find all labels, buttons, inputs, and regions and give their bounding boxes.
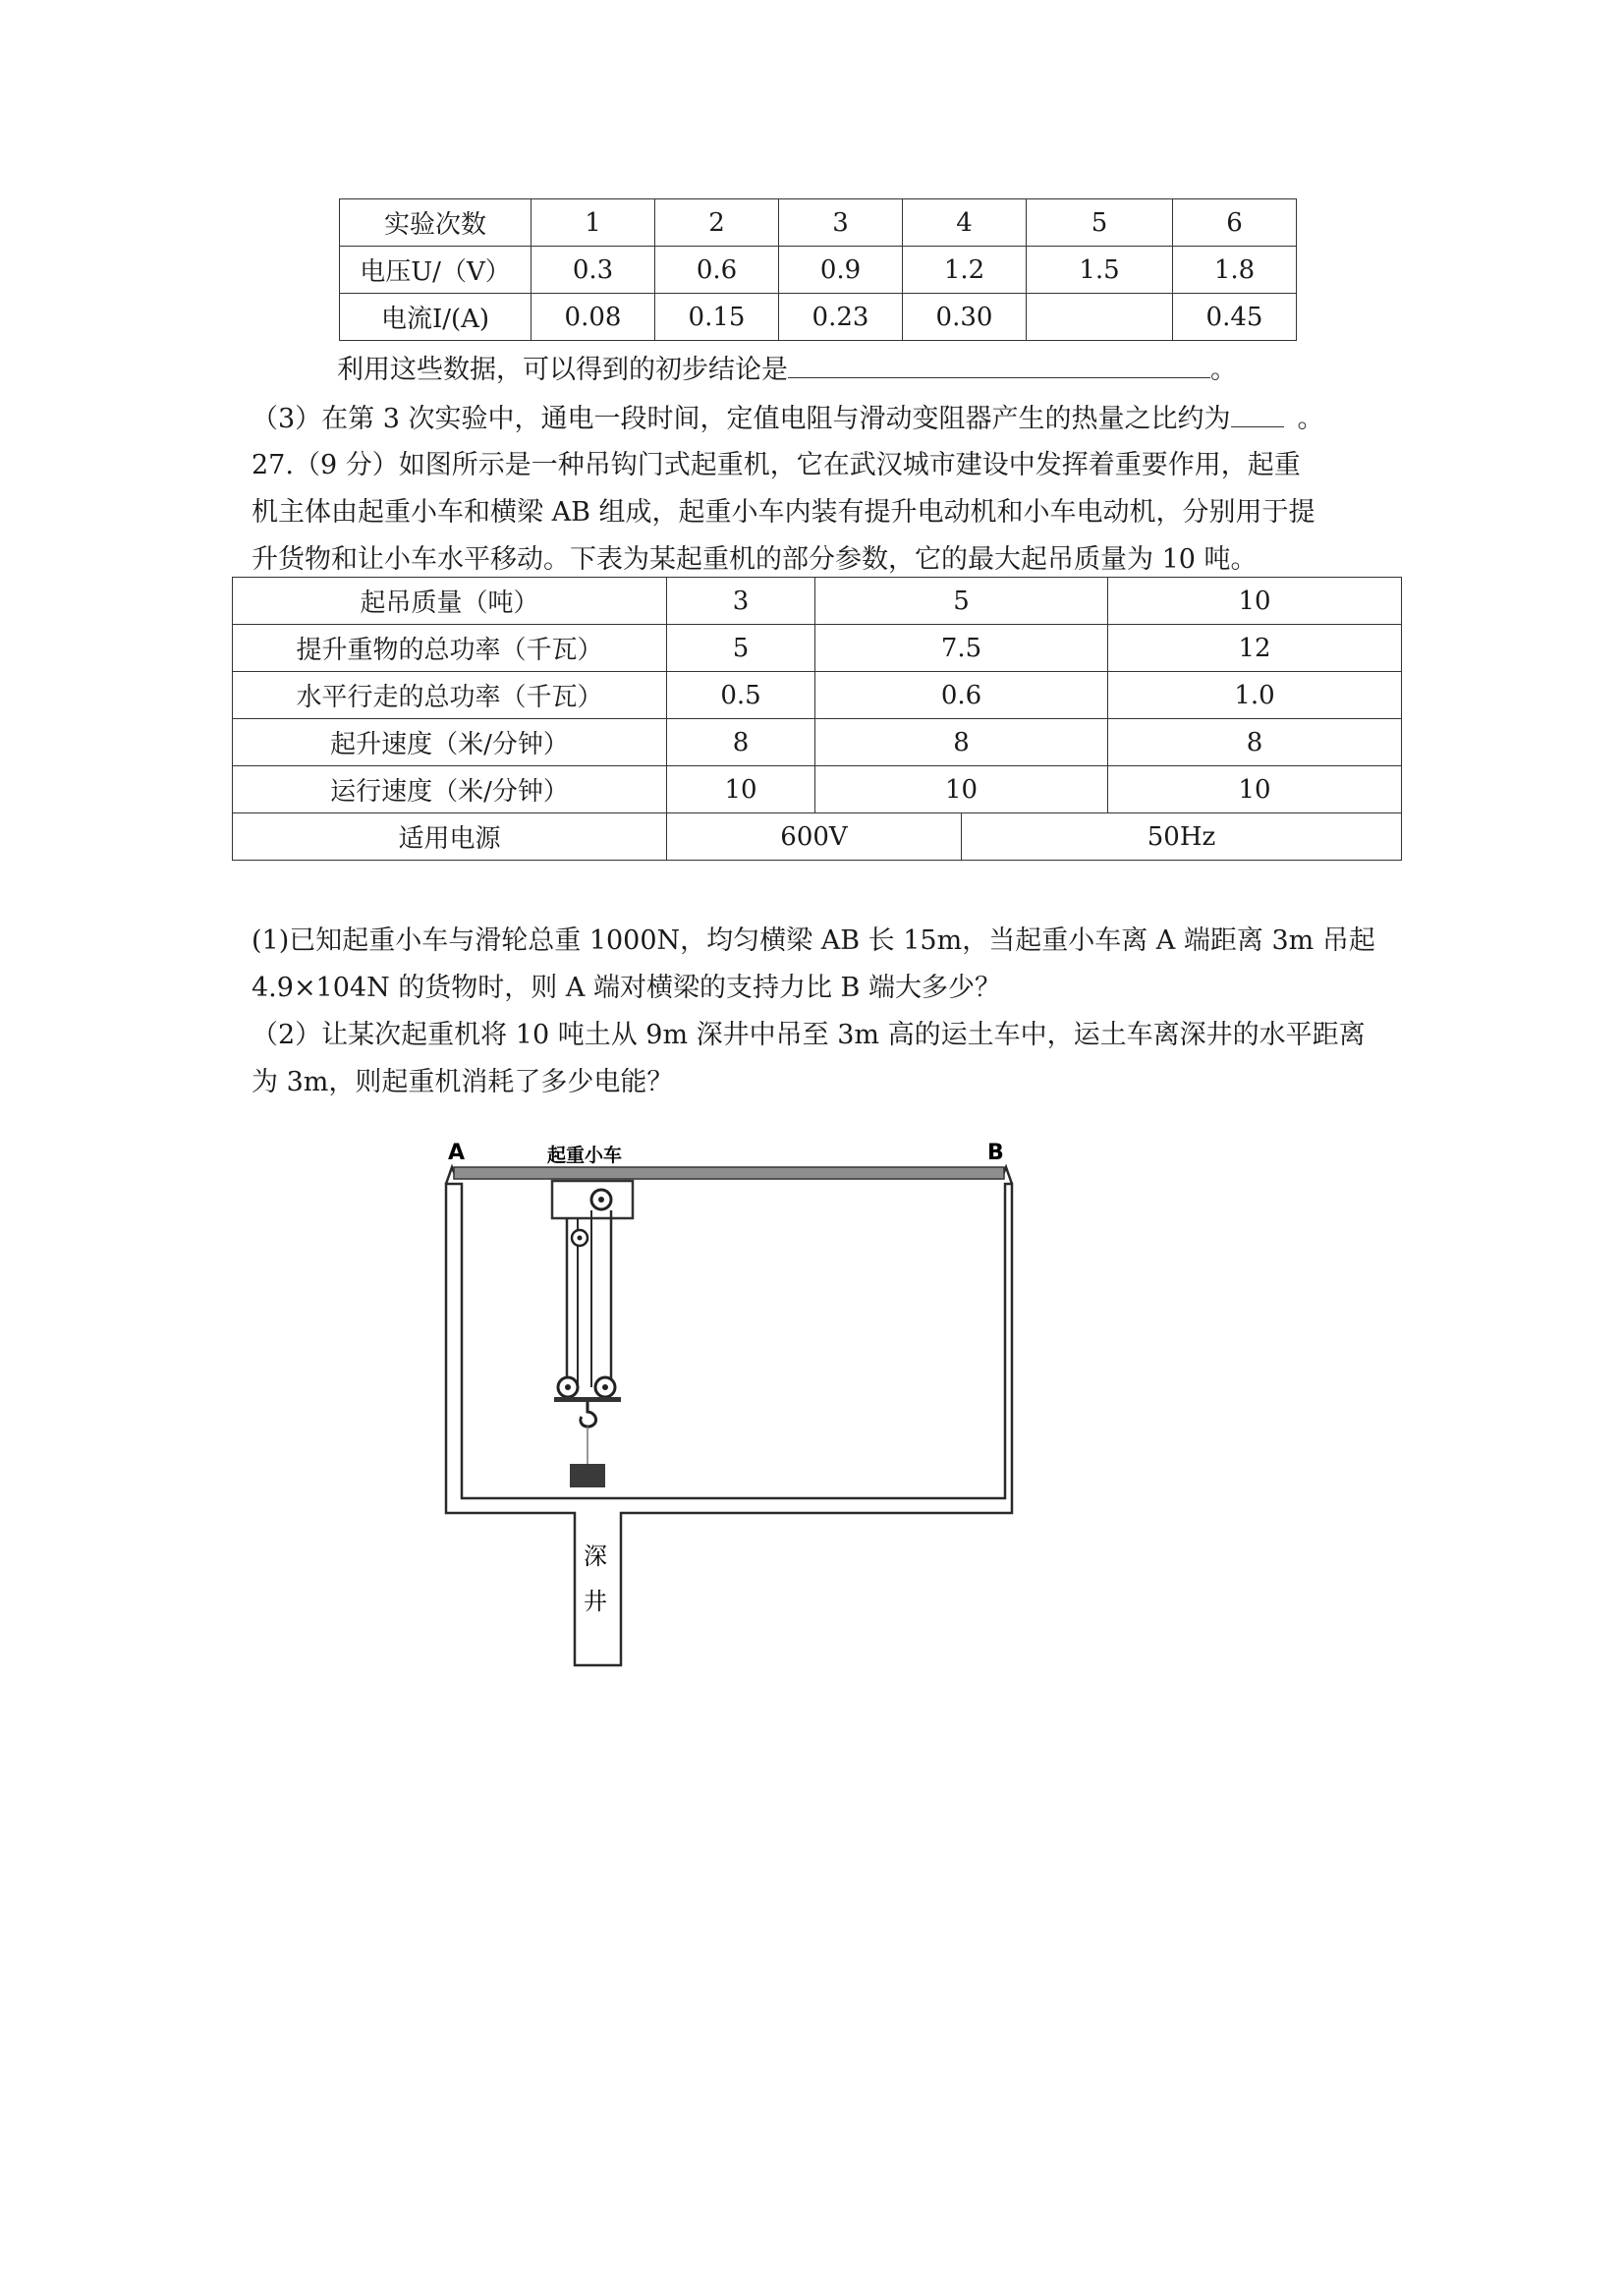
table-row <box>340 247 1297 294</box>
table-cell: 5 <box>1027 199 1173 247</box>
sub-question-2-line-1: （2）让某次起重机将 10 吨土从 9m 深井中吊至 3m 高的运土车中，运土车离深井的水平距离 <box>252 1020 1366 1050</box>
question-27-line-3: 升货物和让小车水平移动。下表为某起重机的部分参数，它的最大起吊质量为 10 吨。 <box>252 544 1258 575</box>
table-cell: 运行速度（米/分钟） <box>233 766 667 813</box>
table-cell: 起升速度（米/分钟） <box>233 719 667 766</box>
table-cell: 实验次数 <box>340 199 532 247</box>
label-a: A <box>448 1141 466 1165</box>
table-cell: 8 <box>1108 719 1402 766</box>
table-cell: 2 <box>655 199 779 247</box>
table-cell: 0.5 <box>667 672 815 719</box>
table-cell: 5 <box>815 578 1108 625</box>
table-cell: 6 <box>1173 199 1297 247</box>
table-row <box>233 672 1402 719</box>
sub-question-1-line-2: 4.9×104N 的货物时，则 A 端对横梁的支持力比 B 端大多少？ <box>252 973 1001 1003</box>
table-cell: 10 <box>1108 766 1402 813</box>
table-cell: 12 <box>1108 625 1402 672</box>
cargo-block <box>570 1464 605 1487</box>
crane-diagram <box>432 1130 1022 1680</box>
question-3-text: （3）在第 3 次实验中，通电一段时间，定值电阻与滑动变阻器产生的热量之比约为 <box>252 404 1231 434</box>
table-cell: 8 <box>815 719 1108 766</box>
conclusion-line <box>337 352 1237 388</box>
table-cell: 0.45 <box>1173 294 1297 341</box>
answer-blank <box>1231 401 1284 427</box>
label-b: B <box>987 1141 1004 1165</box>
answer-blank <box>788 352 1210 378</box>
table-cell: 3 <box>779 199 903 247</box>
table-cell: 50Hz <box>962 813 1402 861</box>
table-cell: 0.6 <box>655 247 779 294</box>
table-cell: 1.5 <box>1027 247 1173 294</box>
table-cell: 4 <box>903 199 1027 247</box>
table-cell: 7.5 <box>815 625 1108 672</box>
table-cell: 0.23 <box>779 294 903 341</box>
table-cell: 水平行走的总功率（千瓦） <box>233 672 667 719</box>
pulley-block-bar <box>554 1397 621 1402</box>
gantry-frame <box>446 1184 1012 1665</box>
table-row <box>233 719 1402 766</box>
experiment-data-table <box>339 198 1297 341</box>
question-27-line-1: 27.（9 分）如图所示是一种吊钩门式起重机，它在武汉城市建设中发挥着重要作用，起重 <box>252 450 1301 480</box>
table-row <box>233 625 1402 672</box>
table-cell: 电流I/(A) <box>340 294 532 341</box>
table-cell: 1.8 <box>1173 247 1297 294</box>
table-cell: 3 <box>667 578 815 625</box>
question-3 <box>252 401 1324 437</box>
table-cell: 电压U/（V） <box>340 247 532 294</box>
hook-icon <box>581 1402 596 1427</box>
table-cell: 适用电源 <box>233 813 667 861</box>
table-cell: 8 <box>667 719 815 766</box>
top-pulley-axle <box>598 1197 604 1203</box>
table-row <box>340 294 1297 341</box>
table-cell: 1.2 <box>903 247 1027 294</box>
label-well-1: 深 <box>584 1542 607 1570</box>
crane-parameters-table <box>232 577 1402 861</box>
table-cell: 600V <box>667 813 962 861</box>
table-cell: 起吊质量（吨） <box>233 578 667 625</box>
question-27-line-2: 机主体由起重小车和横梁 AB 组成，起重小车内装有提升电动机和小车电动机，分别用于提 <box>252 497 1315 528</box>
sub-question-1-line-1: (1)已知起重小车与滑轮总重 1000N，均匀横梁 AB 长 15m，当起重小车离 A 端距离 3m 吊起 <box>252 925 1375 956</box>
table-row <box>233 813 1402 861</box>
table-cell: 10 <box>1108 578 1402 625</box>
table-row <box>233 766 1402 813</box>
table-cell: 1 <box>532 199 655 247</box>
table-cell: 10 <box>667 766 815 813</box>
table-cell: 10 <box>815 766 1108 813</box>
table-cell: 0.15 <box>655 294 779 341</box>
table-cell: 0.6 <box>815 672 1108 719</box>
table-cell: 1.0 <box>1108 672 1402 719</box>
table-cell: 0.3 <box>532 247 655 294</box>
label-well-2: 井 <box>584 1588 607 1615</box>
label-trolley: 起重小车 <box>547 1145 623 1166</box>
sub-question-2-line-2: 为 3m，则起重机消耗了多少电能？ <box>252 1067 674 1097</box>
crossbeam-ab <box>454 1167 1004 1179</box>
table-cell: 提升重物的总功率（千瓦） <box>233 625 667 672</box>
conclusion-end: 。 <box>1210 355 1237 385</box>
question-3-end: 。 <box>1297 404 1324 434</box>
table-cell: 0.9 <box>779 247 903 294</box>
table-cell: 5 <box>667 625 815 672</box>
table-cell <box>1027 294 1173 341</box>
table-row <box>233 578 1402 625</box>
table-row <box>340 199 1297 247</box>
table-cell: 0.08 <box>532 294 655 341</box>
table-cell: 0.30 <box>903 294 1027 341</box>
conclusion-prompt: 利用这些数据，可以得到的初步结论是 <box>337 355 788 385</box>
